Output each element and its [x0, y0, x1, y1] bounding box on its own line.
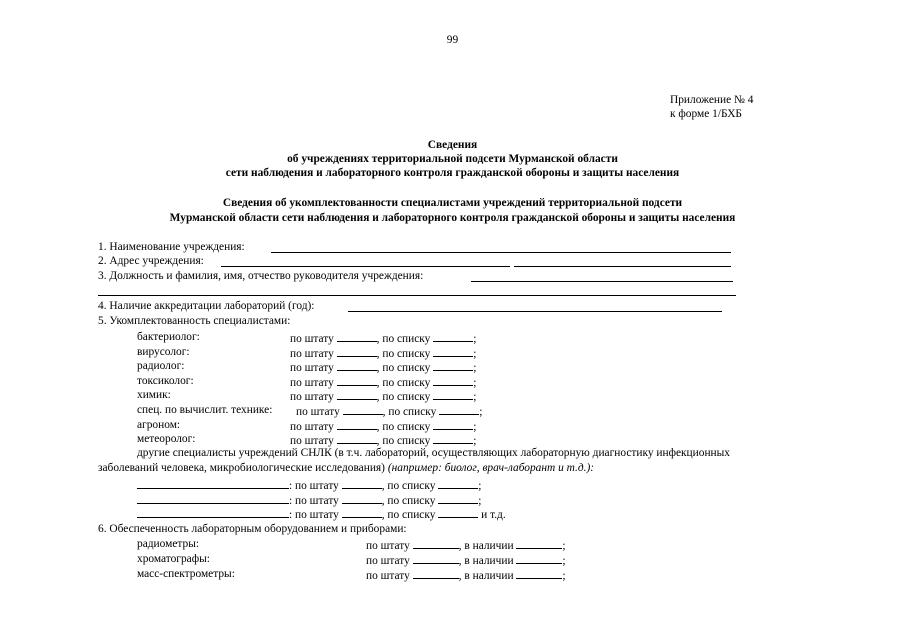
staff-label: по штату	[295, 509, 339, 522]
staff-label: по штату	[290, 376, 334, 389]
colon-mark: :	[289, 480, 293, 492]
end-mark: ;	[473, 420, 477, 433]
item-1-label: 1. Наименование учреждения:	[98, 241, 245, 253]
item-2-blank-b	[514, 266, 731, 267]
list-blank	[433, 418, 473, 430]
list-label: , по списку	[381, 509, 436, 522]
end-mark: ;	[473, 376, 477, 389]
present-blank	[516, 567, 562, 579]
list-blank	[438, 477, 478, 489]
list-blank	[433, 374, 473, 386]
list-blank	[439, 403, 479, 415]
other-specialist-name-blank	[137, 488, 289, 489]
present-blank	[516, 552, 562, 564]
page-number: 99	[446, 34, 459, 46]
staff-blank	[413, 537, 459, 549]
present-label: , в наличии	[458, 540, 514, 552]
item-1-blank	[271, 252, 731, 253]
staff-blank	[413, 567, 459, 579]
colon-mark: :	[289, 494, 293, 507]
item-3-label: 3. Должность и фамилия, имя, отчество руководителя учреждения:	[98, 270, 424, 282]
other-specialists-text: заболеваний человека, микробиологические исследования)	[98, 462, 385, 474]
list-label: , по списку	[376, 333, 431, 345]
equipment-name: масс-спектрометры:	[137, 568, 235, 580]
staff-label: по штату	[295, 480, 339, 492]
list-label: , по списку	[376, 362, 431, 375]
item-3-blank-2	[98, 295, 736, 296]
staff-label: по штату	[290, 333, 334, 345]
list-blank	[438, 492, 478, 504]
staff-label: по штату	[366, 570, 410, 582]
present-blank	[516, 537, 562, 549]
staff-label: по штату	[290, 391, 334, 404]
list-label: , по списку	[376, 435, 431, 448]
equipment-quota-row	[366, 567, 566, 584]
colon-mark: :	[289, 509, 293, 522]
end-mark: ;	[562, 555, 566, 567]
item-2-label: 2. Адрес учреждения:	[98, 255, 204, 267]
staff-label: по штату	[290, 435, 334, 448]
staff-label: по штату	[290, 362, 334, 375]
staff-blank	[337, 432, 377, 444]
staff-label: по штату	[366, 540, 410, 552]
present-label: , в наличии	[458, 570, 514, 582]
other-specialists-note: (например: биолог, врач-лаборант и т.д.):	[387, 462, 595, 474]
other-specialists-line-2	[98, 461, 594, 476]
specialist-name: химик:	[137, 389, 171, 402]
staff-blank	[337, 359, 377, 371]
list-label: , по списку	[376, 347, 431, 360]
other-specialist-name-blank	[137, 517, 289, 518]
specialist-name: токсиколог:	[137, 374, 194, 387]
item-4-label: 4. Наличие аккредитации лабораторий (год):	[98, 300, 315, 312]
list-blank	[438, 506, 478, 518]
title-2-line-2: Мурманской области сети наблюдения и лабораторного контроля гражданской обороны и защиты населения	[169, 212, 736, 224]
staff-blank	[343, 403, 383, 415]
list-label: , по списку	[376, 391, 431, 404]
staff-blank	[337, 418, 377, 430]
equipment-name: радиометры:	[137, 538, 200, 550]
end-mark: ;	[473, 435, 477, 448]
staff-blank	[337, 374, 377, 386]
specialist-name: вирусолог:	[137, 345, 190, 358]
staff-blank	[413, 552, 459, 564]
appendix-line-2: к форме 1/БХБ	[670, 108, 742, 120]
specialist-name: радиолог:	[137, 360, 185, 373]
staff-blank	[337, 330, 377, 342]
present-label: , в наличии	[458, 555, 514, 567]
end-mark: ;	[479, 406, 483, 418]
item-6-label: 6. Обеспеченность лабораторным оборудованием и приборами:	[98, 523, 407, 535]
end-mark: ;	[473, 391, 477, 404]
specialist-name: агроном:	[137, 418, 181, 431]
staff-label: по штату	[290, 420, 334, 433]
end-mark: ;	[562, 570, 566, 582]
item-5-label: 5. Укомплектованность специалистами:	[98, 315, 291, 327]
title-1-line-3: сети наблюдения и лабораторного контроля гражданской обороны и защиты населения	[225, 167, 680, 179]
list-blank	[433, 359, 473, 371]
list-blank	[433, 330, 473, 342]
staff-blank	[342, 506, 382, 518]
staff-label: по штату	[366, 555, 410, 567]
staff-blank	[342, 492, 382, 504]
end-mark: ;	[473, 333, 477, 345]
list-blank	[433, 432, 473, 444]
list-blank	[433, 345, 473, 357]
specialist-name: бактериолог:	[137, 331, 200, 343]
end-mark: ;	[478, 480, 482, 492]
end-mark: ;	[473, 362, 477, 375]
other-specialists-line-1: другие специалисты учреждений СНЛК (в т.ч. лабораторий, осуществляющих лабораторную диагностику инфекционных	[137, 447, 730, 459]
list-label: , по списку	[376, 420, 431, 433]
list-label: , по списку	[382, 406, 437, 418]
list-label: , по списку	[381, 494, 436, 507]
staff-label: по штату	[290, 347, 334, 360]
list-label: , по списку	[376, 376, 431, 389]
etc-label: и т.д.	[481, 509, 506, 522]
specialist-name: спец. по вычислит. технике:	[137, 404, 273, 416]
title-2-line-1: Сведения об укомплектованности специалистами учреждений территориальной подсети	[222, 197, 683, 209]
item-4-blank	[348, 311, 722, 312]
equipment-name: хроматографы:	[137, 553, 210, 565]
list-blank	[433, 388, 473, 400]
other-specialist-quota-row	[289, 506, 506, 523]
end-mark: ;	[473, 347, 477, 360]
item-2-blank-a	[221, 266, 510, 267]
list-label: , по списку	[381, 480, 436, 492]
appendix-line-1: Приложение № 4	[670, 94, 754, 106]
staff-blank	[337, 388, 377, 400]
staff-blank	[342, 477, 382, 489]
end-mark: ;	[478, 494, 482, 507]
staff-label: по штату	[295, 494, 339, 507]
other-specialist-name-blank	[137, 503, 289, 504]
title-1-line-2: об учреждениях территориальной подсети Мурманской области	[287, 153, 618, 165]
staff-label: по штату	[296, 406, 340, 418]
staff-blank	[337, 345, 377, 357]
end-mark: ;	[562, 540, 566, 552]
title-1-line-1: Сведения	[427, 139, 478, 151]
specialist-name: метеоролог:	[137, 433, 196, 446]
item-3-blank	[471, 281, 733, 282]
